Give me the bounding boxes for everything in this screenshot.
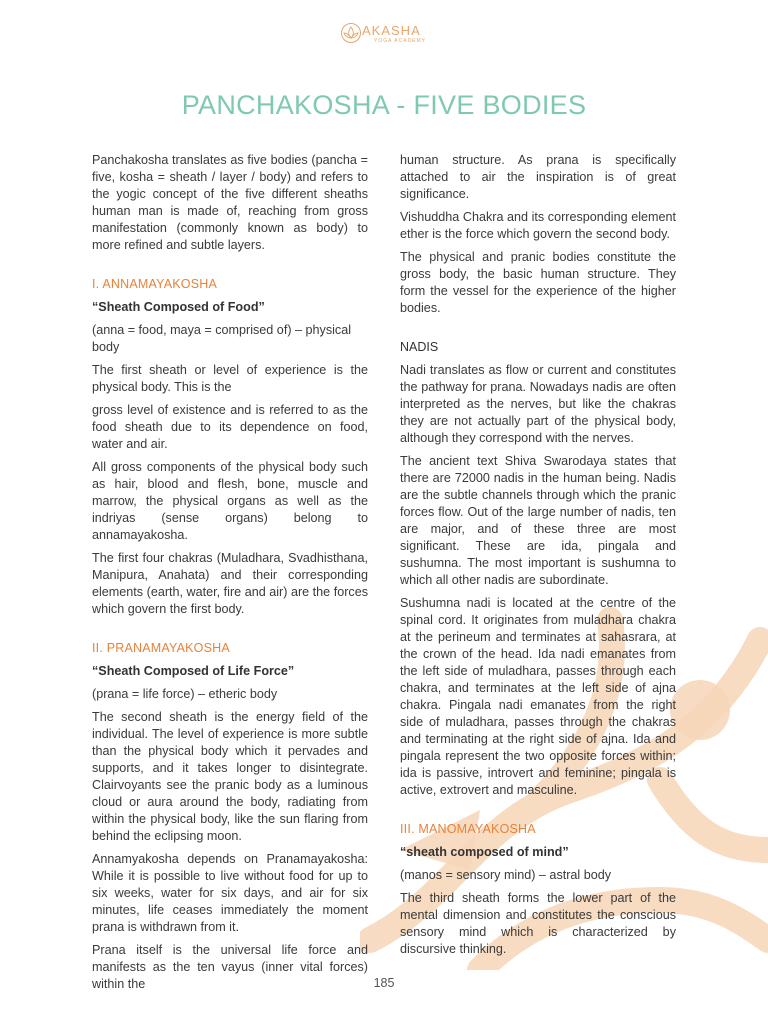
page-number: 185 bbox=[373, 976, 395, 990]
paragraph: The first four chakras (Muladhara, Svadhisthana, Manipura, Anahata) and their corresponding elements (earth, water, fire and air) are the forces which govern the first body. bbox=[92, 551, 368, 616]
paragraph: Prana itself is the universal life force and manifests as the ten vayus (inner vital forces) within the bbox=[92, 943, 368, 991]
paragraph: All gross components of the physical body such as hair, blood and flesh, bone, muscle and marrow, the physical organs as well as the indriyas (sense organs) belong to annamayakosha. bbox=[92, 460, 368, 542]
akasha-logo bbox=[340, 22, 440, 48]
lotus-icon bbox=[340, 22, 362, 44]
paragraph: gross level of existence and is referred to as the food sheath due to its dependence on food, water and air. bbox=[92, 403, 368, 451]
logo-name: AKASHA bbox=[362, 23, 421, 38]
logo-subtitle: YOGA ACADEMY bbox=[374, 38, 427, 44]
right-column bbox=[400, 152, 676, 964]
paragraph: The third sheath forms the lower part of the mental dimension and constitutes the conscious sensory mind which is characterized by discursive thinking. bbox=[400, 891, 676, 956]
left-column bbox=[92, 152, 368, 999]
subheading-food-sheath: “Sheath Composed of Food” bbox=[92, 300, 265, 314]
heading-nadis: NADIS bbox=[400, 340, 439, 354]
paragraph: Sushumna nadi is located at the centre of the spinal cord. It originates from muladhara chakra at the perineum and terminates at sahasrara, at the crown of the head. Ida nadi emanates from the left side of muladhara, passes through each chakra, and terminates at the left side of ajna chakra. Pingala nadi emanates from the right side of muladhara, passes through the chakras and terminating at the right side of ajna. Ida and pingala represent the two opposite forces within; ida is passive, introvert and feminine; pingala is active, extrovert and masculine. bbox=[400, 596, 676, 797]
heading-annamayakosha: I. ANNAMAYAKOSHA bbox=[92, 277, 217, 291]
paragraph: (prana = life force) – etheric body bbox=[92, 687, 278, 701]
paragraph: (manos = sensory mind) – astral body bbox=[400, 868, 612, 882]
subheading-life-force-sheath: “Sheath Composed of Life Force” bbox=[92, 664, 295, 678]
paragraph: Annamyakosha depends on Pranamayakosha: While it is possible to live without food for up to six weeks, water for six days, and air for six minutes, life ceases immediately the moment prana is withdrawn from it. bbox=[92, 852, 368, 934]
page-title: PANCHAKOSHA - FIVE BODIES bbox=[181, 90, 587, 120]
subheading-mind-sheath: “sheath composed of mind” bbox=[400, 845, 569, 859]
paragraph: human structure. As prana is specifically attached to air the inspiration is of great significance. bbox=[400, 153, 676, 201]
heading-manomayakosha: III. MANOMAYAKOSHA bbox=[400, 822, 536, 836]
intro-paragraph: Panchakosha translates as five bodies (pancha = five, kosha = sheath / layer / body) and refers to the yogic concept of the five different sheaths human man is made of, reaching from gross manifestation (commonly known as body) to more refined and subtle layers. bbox=[92, 153, 368, 252]
paragraph: Nadi translates as flow or current and constitutes the pathway for prana. Nowadays nadis are often interpreted as the nerves, but like the chakras they are not actually part of the physical body, although they correspond with the nerves. bbox=[400, 363, 676, 445]
paragraph: Vishuddha Chakra and its corresponding element ether is the force which govern the second body. bbox=[400, 210, 676, 241]
paragraph: (anna = food, maya = comprised of) – physical body bbox=[92, 323, 352, 354]
heading-pranamayakosha: II. PRANAMAYAKOSHA bbox=[92, 641, 230, 655]
paragraph: The first sheath or level of experience is the physical body. This is the bbox=[92, 363, 368, 394]
paragraph: The second sheath is the energy field of the individual. The level of experience is more subtle than the physical body which it pervades and supports, and it takes longer to disintegrate. Clairvoyants see the pranic body as a luminous cloud or aura around the body, radiating from within the physical body, like the sun flaring from behind the eclipsing moon. bbox=[92, 710, 368, 843]
paragraph: The ancient text Shiva Swarodaya states that there are 72000 nadis in the human being. Nadis are the subtle channels through which the pranic forces flow. Out of the large number of nadis, ten are major, and of these three are most significant. These are ida, pingala and sushumna. The most important is sushumna to which all other nadis are subordinate. bbox=[400, 454, 676, 587]
paragraph: The physical and pranic bodies constitute the gross body, the basic human structure. They form the vessel for the experience of the higher bodies. bbox=[400, 250, 676, 315]
